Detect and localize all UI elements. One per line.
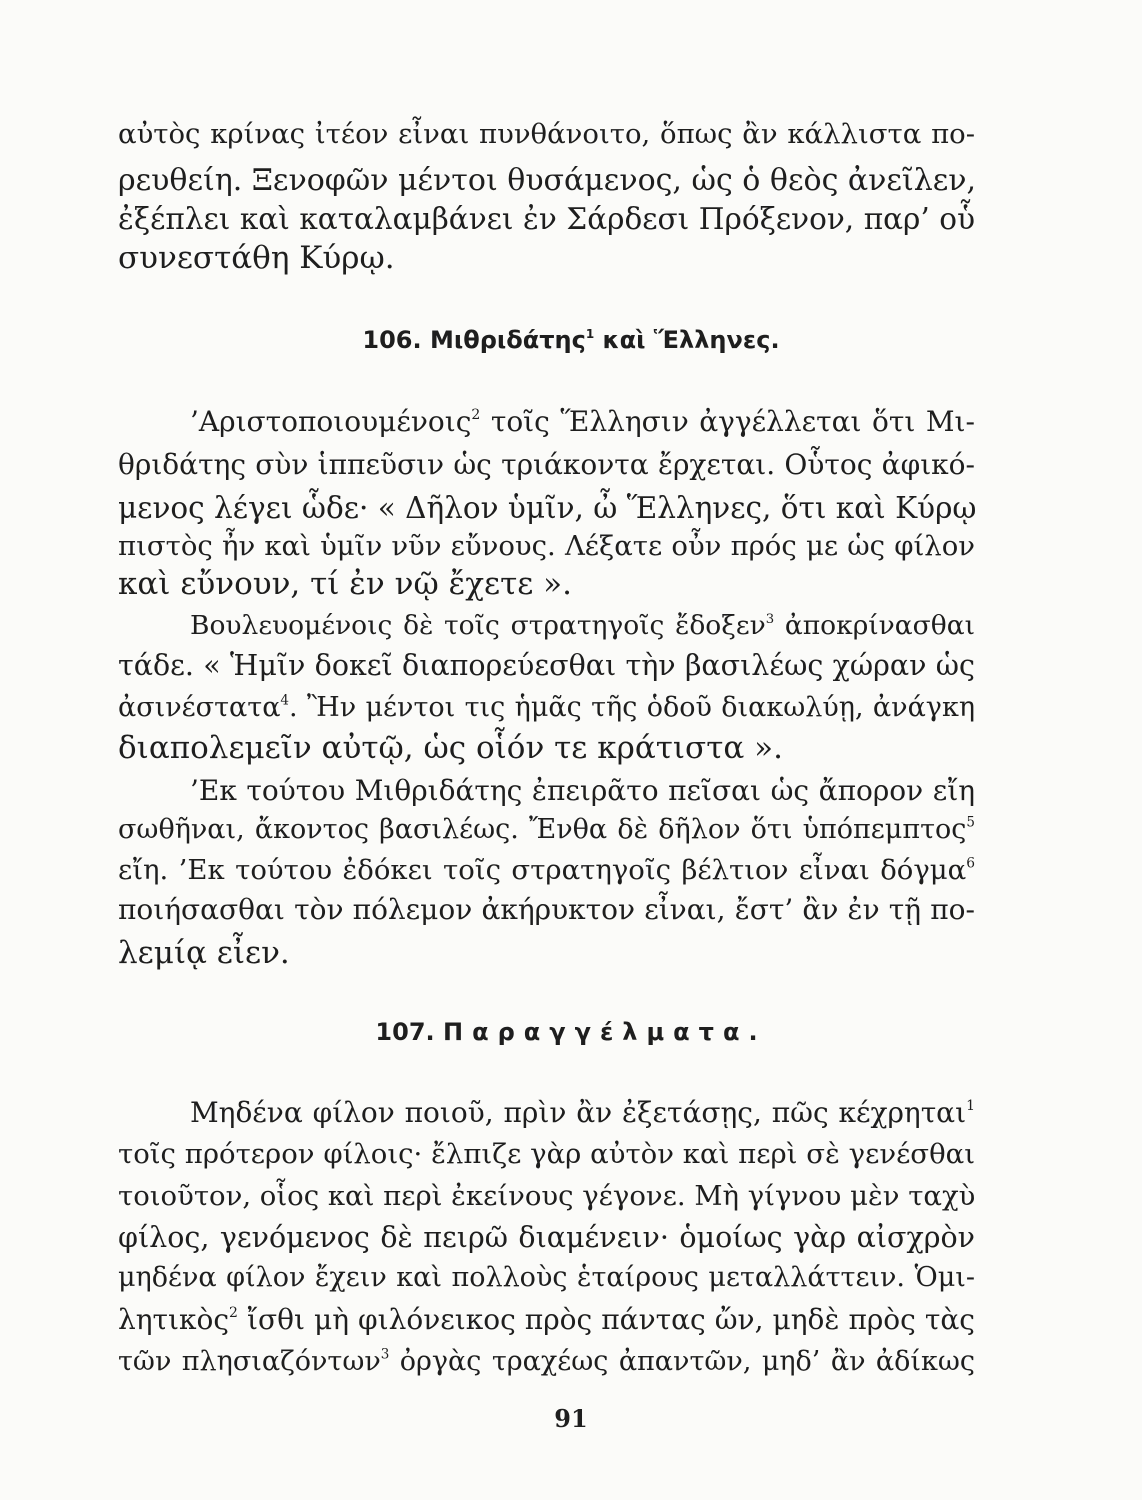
text-line: τοιοῦτον, οἷος καὶ περὶ ἐκείνους γέγονε. Μὴ γίγνου μὲν ταχὺ [118, 1180, 976, 1212]
section-title: Μιθριδάτης [429, 326, 586, 354]
footnote-marker: 6 [966, 855, 975, 872]
text-line: καὶ εὔνουν, τί ἐν νῷ ἔχετε ». [118, 566, 572, 602]
footnote-marker: 5 [966, 814, 975, 831]
text-line: μενος λέγει ὧδε· « Δῆλον ὑμῖν, ὦ Ἕλληνες, ὅτι καὶ Κύρῳ [118, 491, 977, 525]
text-line: θριδάτης σὺν ἱππεῦσιν ὡς τριάκοντα ἔρχεται. Οὗτος ἀφικό- [118, 448, 975, 481]
footnote-marker: 1 [585, 326, 595, 341]
section-number: 106. [362, 326, 422, 354]
text-line: λητικὸς$^2$ ἴσθι μὴ φιλόνεικος πρὸς πάντας ὤν, μηδὲ πρὸς τὰς [118, 1303, 975, 1336]
footnote-marker: 3 [380, 1346, 390, 1363]
text-line: φίλος, γενόμενος δὲ πειρῶ διαμένειν· ὁμοίως γὰρ αἰσχρὸν [118, 1221, 975, 1254]
footnote-marker: 2 [471, 407, 481, 424]
text-line: αὐτὸς κρίνας ἰτέον εἶναι πυνθάνοιτο, ὅπως ἂν κάλλιστα πο- [118, 118, 975, 150]
text-line: τοῖς πρότερον φίλοις· ἔλπιζε γὰρ αὐτὸν καὶ περὶ σὲ γενέσθαι [118, 1138, 975, 1170]
text-line: λεμίᾳ εἶεν. [118, 935, 290, 971]
footnote-marker: 4 [280, 692, 290, 709]
section-title: Παραγγέλματα. [443, 1018, 767, 1046]
text-line: εἴη. ’Εκ τούτου ἐδόκει τοῖς στρατηγοῖς βέλτιον εἶναι δόγμα$^6$ [118, 854, 975, 886]
text-line: τῶν πλησιαζόντων$^3$ ὀργὰς τραχέως ἀπαντῶν, μηδ’ ἂν ἀδίκως [118, 1346, 976, 1377]
text-line: πιστὸς ἦν καὶ ὑμῖν νῦν εὔνους. Λέξατε οὖν πρός με ὡς φίλον [118, 530, 975, 562]
text-line: μηδένα φίλον ἔχειν καὶ πολλοὺς ἑταίρους μεταλλάττειν. Ὁμι- [118, 1262, 975, 1293]
text-line: ’Αριστοποιουμένοις$^2$ τοῖς Ἕλλησιν ἀγγέλλεται ὅτι Μι- [190, 405, 975, 438]
text-line: συνεστάθη Κύρῳ. [118, 240, 395, 276]
text-line: ἀσινέστατα$^4$. Ἢν μέντοι τις ἡμᾶς τῆς ὁδοῦ διακωλύῃ, ἀνάγκη [118, 692, 975, 723]
section-title-rest: καὶ Ἕλληνες. [594, 326, 780, 354]
section-heading-107 [0, 1017, 1142, 1047]
section-heading-106 [0, 325, 1142, 355]
text-line: Μηδένα φίλον ποιοῦ, πρὶν ἂν ἐξετάσῃς, πῶς κέχρηται$^1$ [190, 1096, 975, 1129]
text-line: ’Εκ τούτου Μιθριδάτης ἐπειρᾶτο πεῖσαι ὡς ἄπορον εἴη [190, 774, 975, 807]
section-number: 107. [375, 1018, 435, 1046]
text-line: σωθῆναι, ἄκοντος βασιλέως. Ἔνθα δὲ δῆλον ὅτι ὑπόπεμπτος$^5$ [118, 814, 975, 845]
text-line: ἐξέπλει καὶ καταλαμβάνει ἐν Σάρδεσι Πρόξενον, παρ’ οὗ [118, 202, 975, 236]
text-line: ποιήσασθαι τὸν πόλεμον ἀκήρυκτον εἶναι, ἔστ’ ἂν ἐν τῇ πο- [118, 893, 975, 926]
footnote-marker: 2 [229, 1305, 238, 1322]
text-line: τάδε. « Ἡμῖν δοκεῖ διαπορεύεσθαι τὴν βασιλέως χώραν ὡς [118, 649, 975, 682]
text-line: ρευθείη. Ξενοφῶν μέντοι θυσάμενος, ὡς ὁ θεὸς ἀνεῖλεν, [118, 163, 977, 198]
text-line: Βουλευομένοις δὲ τοῖς στρατηγοῖς ἔδοξεν$^3$ ἀποκρίνασθαι [190, 610, 975, 641]
page-number: 91 [554, 1404, 588, 1433]
text-line: διαπολεμεῖν αὐτῷ, ὡς οἷόν τε κράτιστα ». [118, 730, 783, 766]
footnote-marker: 1 [966, 1098, 975, 1115]
footnote-marker: 3 [765, 611, 775, 627]
